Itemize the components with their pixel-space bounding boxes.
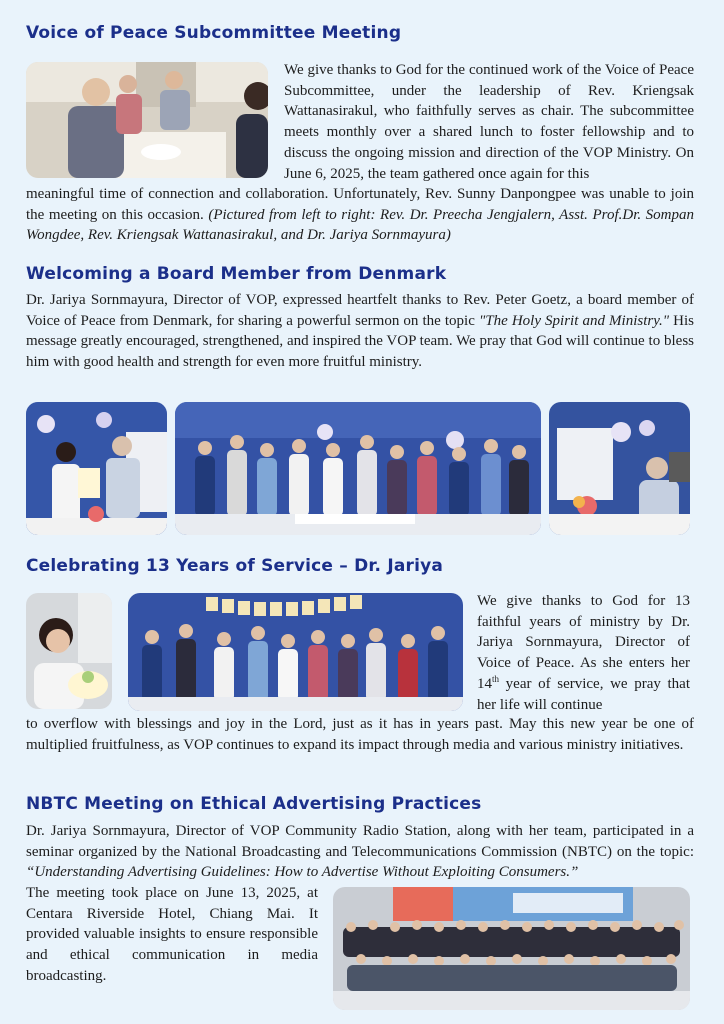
nbtc-body [26, 821, 694, 883]
photo-nbtc-seminar-group [333, 887, 690, 1010]
denmark-body [26, 290, 694, 373]
section-title-denmark: Welcoming a Board Member from Denmark [26, 264, 447, 284]
nbtc-body-b: The meeting took place on June 13, 2025, at Centara Riverside Hotel, Chiang Mai. It provided valuable insights to ensure responsible and ethical communication in media broadcasting. [26, 885, 318, 984]
vop-body-continued: meaningful time of connection and collaboration. Unfortunately, Rev. Sunny Danpongpee was unable to join the meeting on this occasion. [26, 186, 694, 223]
vop-body-wrapped: We give thanks to God for the continued work of the Voice of Peace Subcommittee, under the leadership of Rev. Kriengsak Wattanasirakul, who faithfully serves as chair. The subcommittee meets monthly over a shared lunch to foster fellowship and to discuss the ongoing mission and direction of the VOP Ministry. On June 6, 2025, the team gathered once again for this [284, 62, 694, 182]
section-title-vop-subcommittee: Voice of Peace Subcommittee Meeting [26, 23, 402, 43]
photo-anniversary-celebration [128, 593, 463, 711]
photo-subcommittee-lunch [26, 62, 268, 178]
photo-dr-jariya-portrait [26, 593, 112, 709]
sermon-title: "The Holy Spirit and Ministry." [478, 312, 670, 329]
denmark-body-a: Dr. Jariya Sornmayura, Director of VOP, expressed heartfelt thanks to Rev. Peter Goetz, a board member of Voice of Peace from Denmark, for sharing a powerful sermon on the topic [26, 292, 694, 329]
ordinal-suffix: th [492, 673, 500, 684]
anniversary-body-continued: to overflow with blessings and joy in the Lord, just as it has in years past. May this new year be one of multiplied fruitfulness, as VOP continues to expand its impact through media and various ministry initiatives. [26, 716, 694, 753]
vop-body-full [26, 184, 694, 246]
photo-sermon-speaker [549, 402, 690, 535]
nbtc-seminar-topic: “Understanding Advertising Guidelines: How to Advertise Without Exploiting Consumers.” [26, 864, 579, 881]
anniversary-body-wrapped [477, 591, 690, 715]
section-title-nbtc: NBTC Meeting on Ethical Advertising Practices [26, 794, 482, 814]
photo-certificate-presentation [26, 402, 167, 535]
section-title-anniversary: Celebrating 13 Years of Service – Dr. Jariya [26, 556, 444, 576]
anniversary-body-b: year of service, we pray that her life will continue [477, 675, 690, 713]
photo-vop-team-group [175, 402, 541, 535]
anniversary-body-a: We give thanks to God for 13 faithful years of ministry by Dr. Jariya Sornmayura, Director of Voice of Peace. As she enters her 14 [477, 593, 690, 692]
vop-photo-caption: (Pictured from left to right: Rev. Dr. Preecha Jengjalern, Asst. Prof.Dr. Sompan Wongdee, Rev. Kriengsak Wattanasirakul, and Dr. Jariya Sornmayura) [26, 206, 695, 244]
nbtc-body-a: Dr. Jariya Sornmayura, Director of VOP Community Radio Station, along with her team, participated in a seminar organized by the National Broadcasting and Telecommunications Commission (NBTC) on the topic: [26, 823, 694, 860]
denmark-body-b: His message greatly encouraged, strengthened, and inspired the VOP team. We pray that God will continue to bless him with good health and strength for even more fruitful ministry. [26, 312, 695, 371]
